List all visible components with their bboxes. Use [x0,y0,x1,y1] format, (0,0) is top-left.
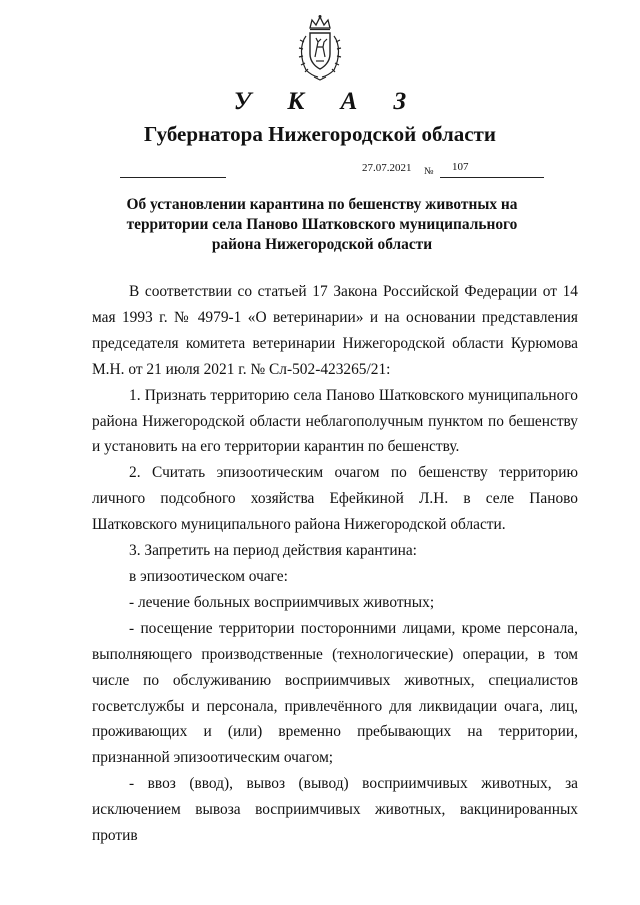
document-body [92,279,578,849]
paragraph-preamble: В соответствии со статьей 17 Закона Российской Федерации от 14 мая 1993 г. № 4979-1 «О ветеринарии» и на основании представления председателя комитета ветеринарии Нижегородской области Курюмова М.Н. от 21 июля 2021 г. № Сл-502-423265/21: [92,283,578,378]
date-blank-line [120,177,226,178]
title-line: территории села Паново Шатковского муниципального [126,216,518,233]
document-date: 27.07.2021 [362,162,412,174]
paragraph-item-2: 2. Считать эпизоотическим очагом по бешенству территорию личного подсобного хозяйства Ефейкиной Л.Н. в селе Паново Шатковского муниципального района Нижегородской области. [92,464,578,534]
document-type: У К А З [233,88,422,115]
title-line: района Нижегородской области [211,236,433,253]
document-title [120,195,524,255]
number-line [440,177,544,178]
number-sign: № [424,166,434,177]
paragraph-item-3: 3. Запретить на период действия карантина: [129,542,417,560]
issuer-title: Губернатора Нижегородской области [144,122,496,146]
list-item: - лечение больных восприимчивых животных; [129,593,435,611]
list-item: - ввоз (ввод), вывоз (вывод) восприимчивых животных, за исключением вывоза восприимчивых животных, вакцинированных против [92,775,578,845]
paragraph-subheading: в эпизоотическом очаге: [129,567,288,585]
list-item: - посещение территории посторонними лицами, кроме персонала, выполняющего производственные (технологические) операции, в том числе по обслуживанию восприимчивых животных, специалистов госветслужбы и персонала, привлечённого для ликвидации очага, лиц, проживающих и (или) временно пребывающих на территории, признанной эпизоотическим очагом; [92,619,578,767]
document-number: 107 [452,161,469,173]
title-line: Об установлении карантина по бешенству животных на [126,196,518,213]
paragraph-item-1: 1. Признать территорию села Паново Шатковского муниципального района Нижегородской области неблагополучным пунктом по бешенству и установить на его территории карантин по бешенству. [92,386,578,456]
coat-of-arms-icon [296,14,344,82]
